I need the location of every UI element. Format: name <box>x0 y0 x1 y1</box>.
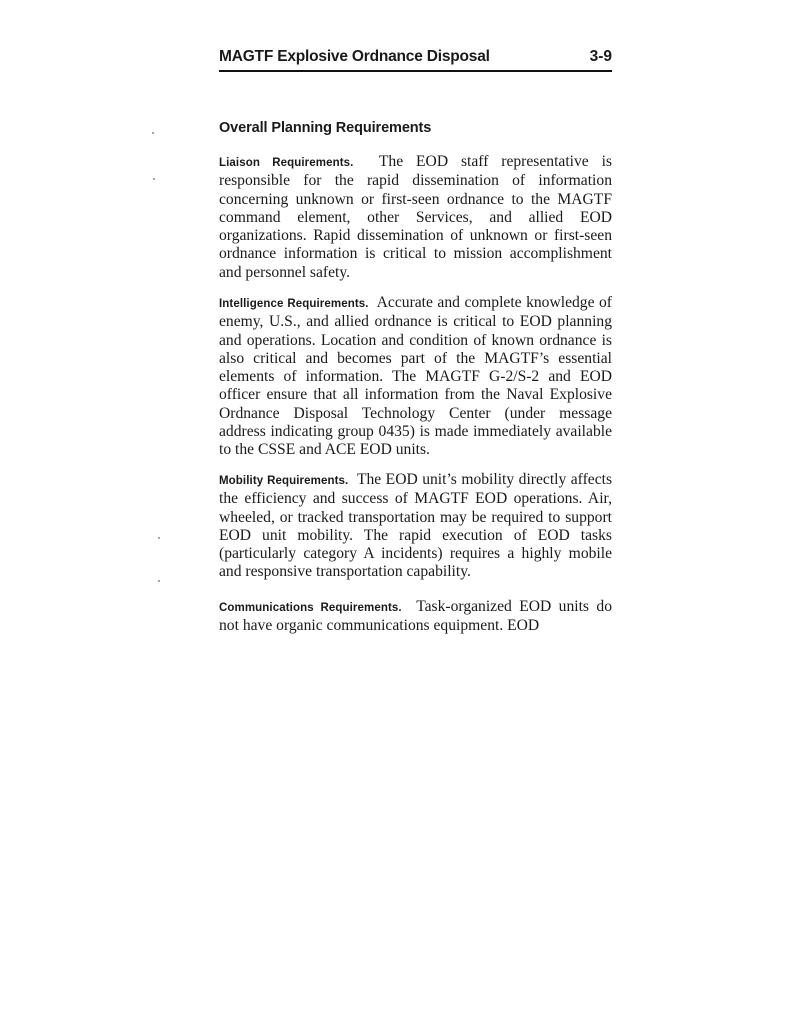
paragraph-text: The EOD unit’s mobility directly affects the efficiency and success of MAGTF EOD operations. Air, wheeled, or tracked transportation may be required to support EOD unit mobility. The rapid execution of EOD tasks (particularly category A incidents) requires a highly mobile and responsive transportation capability. <box>219 471 613 581</box>
paragraph-mobility <box>219 471 612 582</box>
paragraph-text: The EOD staff representative is responsible for the rapid dissemination of information concerning unknown or first-seen ordnance to the MAGTF command element, other Services, and allied EOD organizations. Rapid dissemination of unknown or first-seen ordnance information is critical to mission accomplishment and personnel safety. <box>219 153 612 281</box>
running-header <box>219 48 612 72</box>
page-number: 3-9 <box>589 48 612 65</box>
paragraph-text: Task-organized EOD units do not have organic communications equipment. EOD <box>219 598 612 635</box>
paragraph-lead: Mobility Requirements. <box>219 475 349 487</box>
paragraph-liaison <box>219 153 612 282</box>
paragraph-lead: Communications Requirements. <box>219 602 402 614</box>
paragraph-intelligence <box>219 294 612 460</box>
scan-speck <box>153 178 155 180</box>
scan-speck <box>158 537 160 539</box>
paragraph-communications <box>219 598 612 636</box>
paragraph-lead: Intelligence Requirements. <box>219 298 369 310</box>
running-title: MAGTF Explosive Ordnance Disposal <box>219 48 490 65</box>
scan-speck <box>158 580 160 582</box>
scan-speck <box>152 132 154 134</box>
section-heading: Overall Planning Requirements <box>219 120 432 136</box>
paragraph-lead: Liaison Requirements. <box>219 157 354 169</box>
paragraph-text: Accurate and complete knowledge of enemy, U.S., and allied ordnance is critical to EOD planning and operations. Location and condition of known ordnance is also critical and becomes part of the MAGTF’s essential elements of information. The MAGTF G-2/S-2 and EOD officer ensure that all information from the Naval Explosive Ordnance Disposal Technology Center (under message address indicating group 0435) is made immediately available to the CSSE and ACE EOD units. <box>219 294 612 459</box>
